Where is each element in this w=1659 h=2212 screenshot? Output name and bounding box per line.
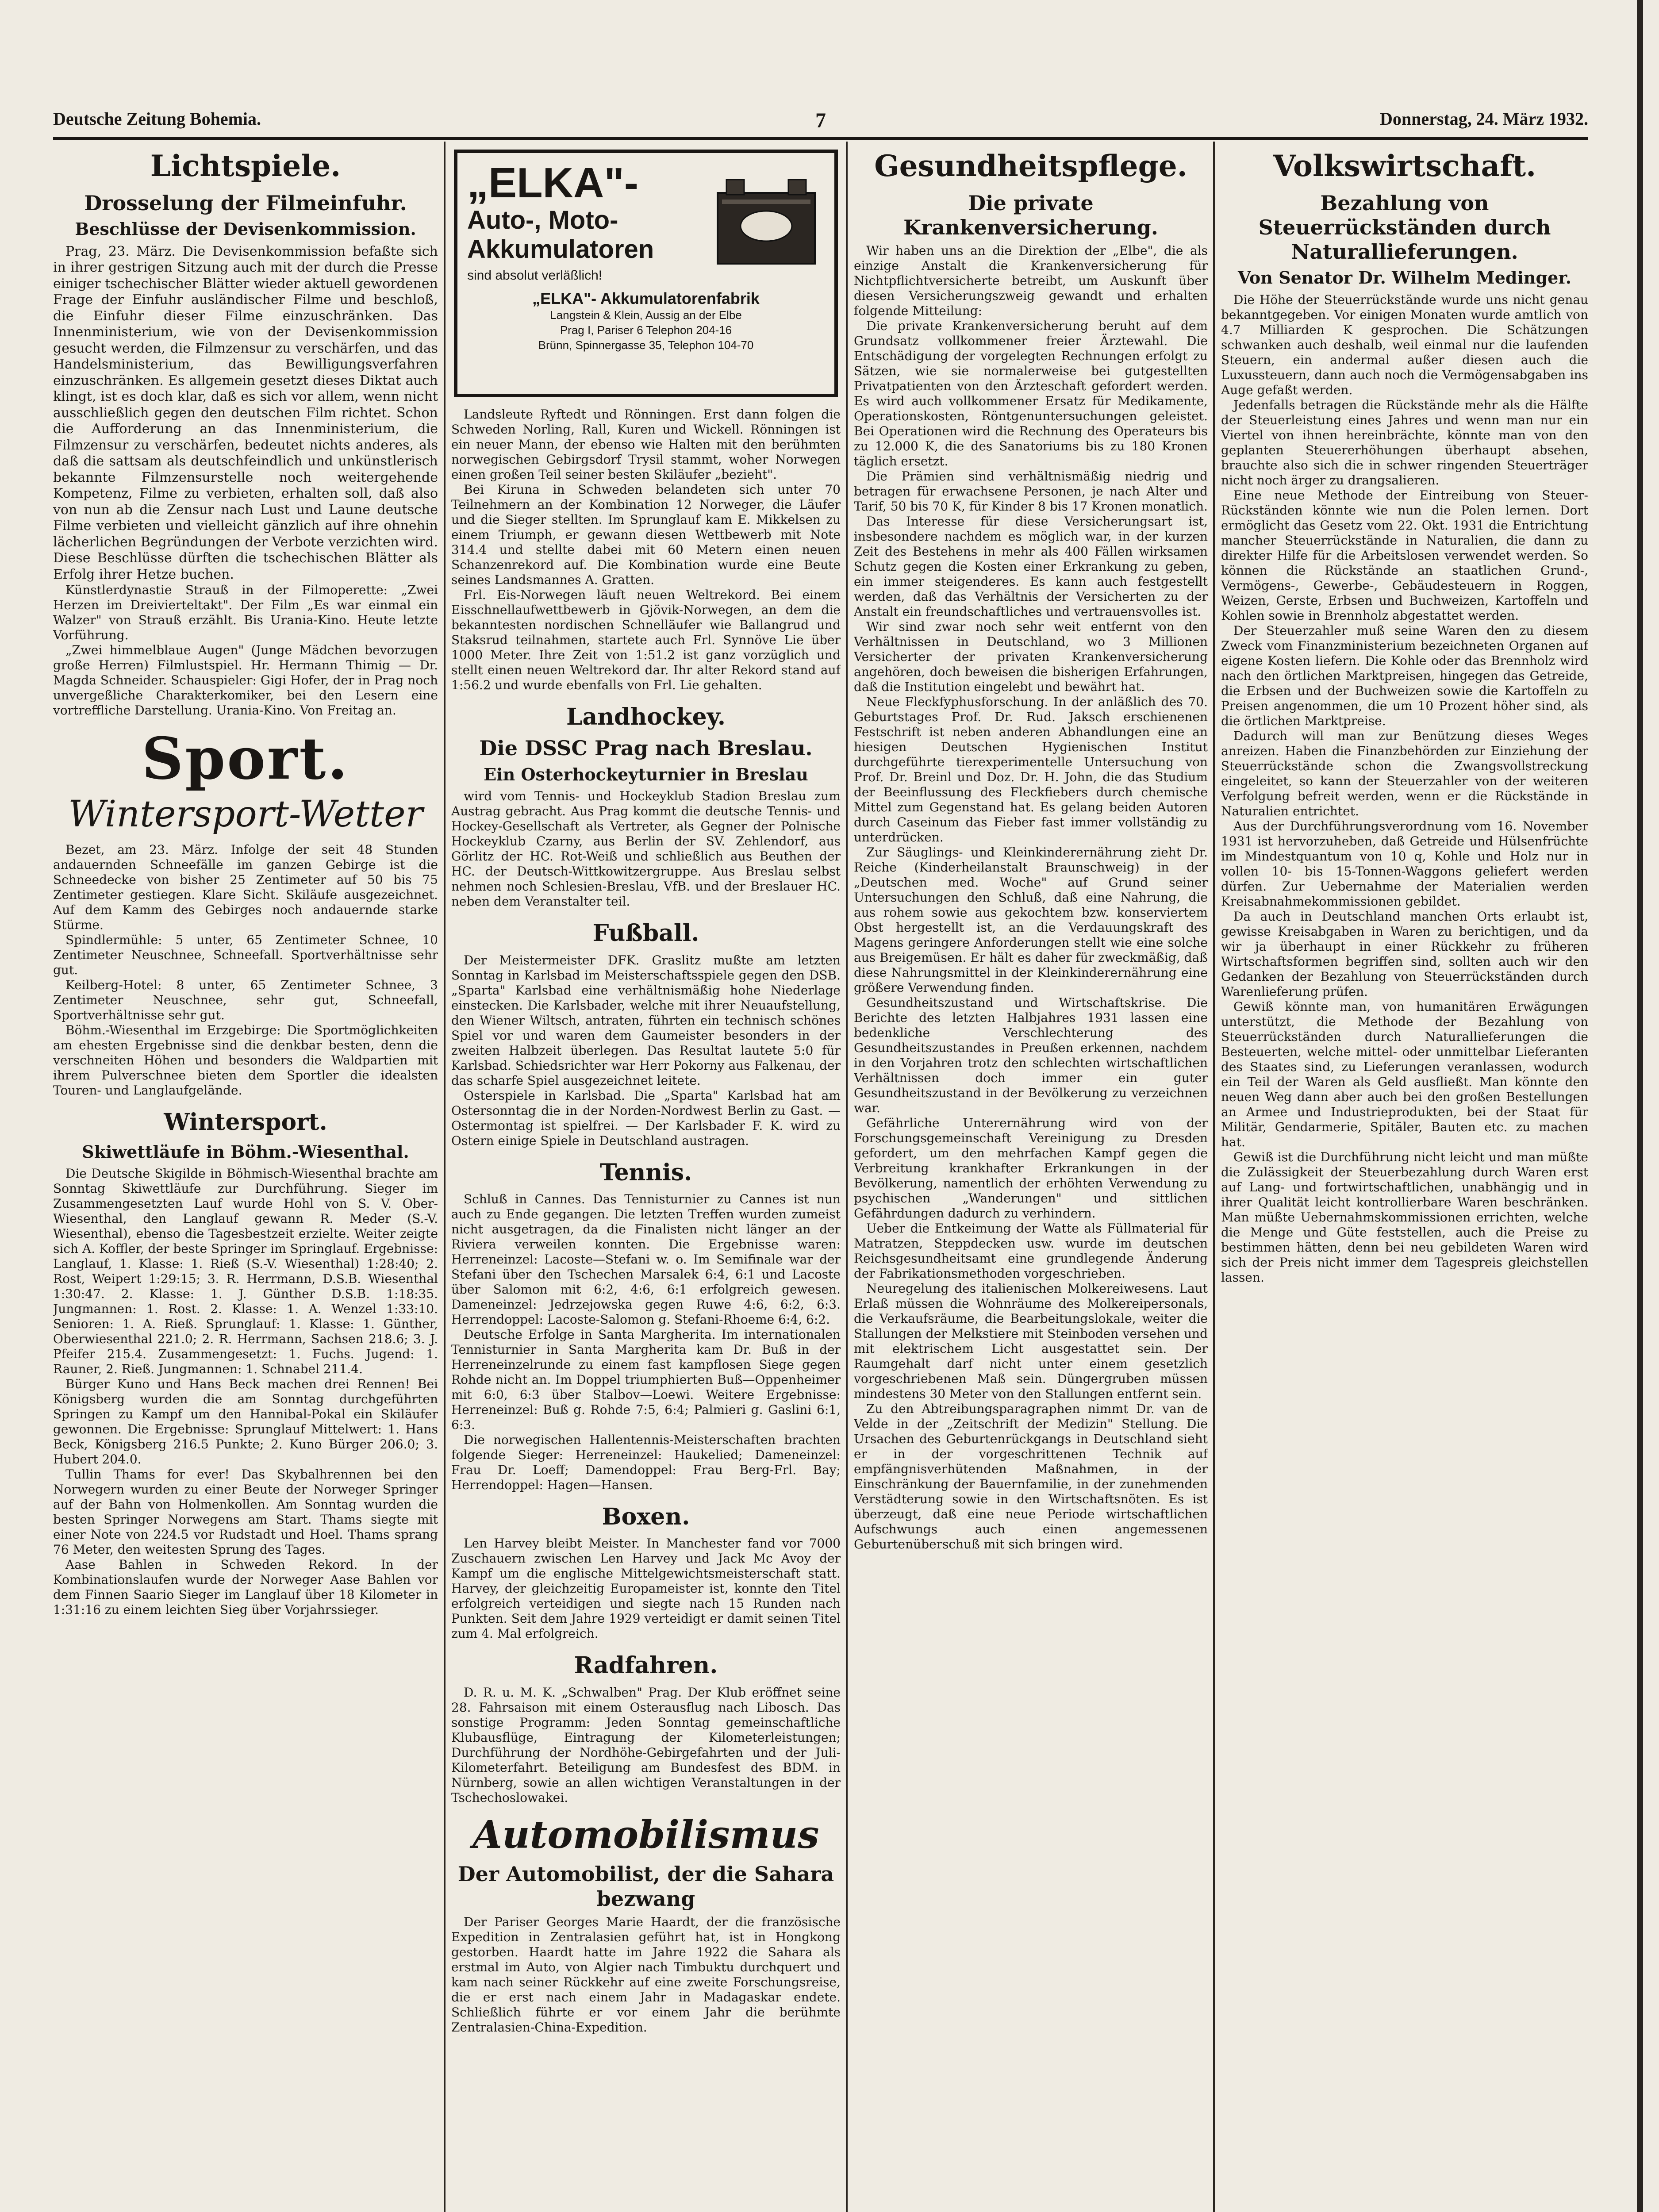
news-note-thams: Tullin Thams for ever! Das Skybalhrennen bei den Norwegern wurden zu einer Beute der Norweger Springer auf der Bahn von Holmenkollen. Am Sonntag wurden die besten Springer Norwegens am Start. Thams siegte mit einer Note von 224.5 vor Rudstadt und Hoel. Thams sprang 76 Meter, den weitesten Sprung des Tages. bbox=[53, 1467, 438, 1557]
column-1 bbox=[53, 146, 438, 2212]
article-body-vw-2: Jedenfalls betragen die Rückstände mehr als die Hälfte der Steuerleistung eines Jahres und wenn man nur ein Viertel von ihnen hereinbrächte, könnte man von den geplanten Steuererhöhungen überhaupt absehen, brauchte also sich die in schwer ringenden Steuerträger nicht noch ärger zu drangsalieren. bbox=[1221, 398, 1588, 488]
news-note-osterspiele: Osterspiele in Karlsbad. Die „Sparta" Karlsbad hat am Ostersonntag die in der Norden-Nordwest Berlin zu Gast. — Ostermontag ist spielfrei. — Der Karlsbader F. K. wird zu Ostern einige Spiele in Deutschland austragen. bbox=[451, 1088, 841, 1148]
article-body-landhockey: wird vom Tennis- und Hockeyklub Stadion Breslau zum Austrag gebracht. Aus Prag kommt die deutsche Tennis- und Hockey-Gesellschaft als Vertreter, als Gegner der Polnische Hockeyklub Czarny, aus Berlin der SV. Zehlendorf, aus Görlitz der HC. Rot-Weiß und schließlich aus Beuthen der HC. der Deutsch-Wittkowitzergruppe. Aus Breslau selbst nehmen noch Schlesien-Breslau, VfB. und der Breslauer HC. neben dem Veranstalter teil. bbox=[451, 789, 841, 909]
article-body-kv-5: Wir sind zwar noch sehr weit entfernt von den Verhältnissen in Deutschland, wo 3 Millionen Versicherter der privaten Krankenversicherung angehören, doch beweisen die bisherigen Erfahrungen, daß die Institution eingelebt und bewährt hat. bbox=[854, 619, 1208, 695]
news-note-norwegen-tennis: Die norwegischen Hallentennis-Meisterschaften brachten folgende Sieger: Herreneinzel: Haukelied; Dameneinzel: Frau Dr. Loeff; Damendoppel: Frau Berg-Frl. Bay; Herrendoppel: Hagen—Hansen. bbox=[451, 1432, 841, 1492]
news-note-augen: „Zwei himmelblaue Augen" (Junge Mädchen bevorzugen große Herren) Filmlustspiel. Hr. Hermann Thimig — Dr. Magda Schneider. Schauspieler: Gigi Hofer, der in Prag noch unvergeßliche Charakterkomiker, bei den Lesern eine vortreffliche Darstellung. Urania-Kino. Von Freitag an. bbox=[53, 643, 438, 718]
section-title-tennis: Tennis. bbox=[599, 1159, 692, 1186]
battery-illustration-icon bbox=[713, 175, 819, 268]
news-note-kiruna: Bei Kiruna in Schweden belandeten sich unter 70 Teilnehmern an der Kombination 12 Norweger, die Läufer und die Sieger stellten. Im Sprunglauf kam E. Mikkelsen zu einem Triumph, er gewann diesen Wettbewerb mit Note 314.4 und stellte dabei mit 60 Metern einen neuen Schanzenrekord auf. Die Kombination wurde eine Beute seines Landsmannes A. Gratten. bbox=[451, 482, 841, 587]
news-note-unterernaehrung: Gefährliche Unterernährung wird von der Forschungsgemeinschaft Vereinigung zu Dresden gefordert, um den mehrfachen Kampf gegen die Verbreitung krankhafter Erkrankungen in der Bevölkerung, namentlich der erhöhten Verwendung zu psychischen „Wanderungen" und sittlichen Gefährdungen dadurch zu verhindern. bbox=[854, 1116, 1208, 1221]
article-subtitle-osterhockey: Ein Osterhockeyturnier in Breslau bbox=[484, 764, 808, 784]
section-title-sport: Sport. bbox=[142, 725, 349, 793]
article-body-vw-4: Der Steuerzahler muß seine Waren den zu diesem Zweck vom Finanzministerium bezeichneten Organen auf eigene Kosten liefern. Die Kohle oder das Brennholz wird nach den örtlichen Marktpreisen, hingegen das Getreide, die Erbsen und der Buchweizen sowie die Kartoffeln zu Preisen angenommen, die um 10 Prozent höher sind, als die örtlichen Marktpreise. bbox=[1221, 623, 1588, 729]
article-title-skiwettlaeufe: Skiwettläufe in Böhm.-Wiesenthal. bbox=[82, 1141, 409, 1162]
column-4 bbox=[1221, 146, 1588, 2212]
weather-wiesenthal: Böhm.-Wiesenthal im Erzgebirge: Die Sportmöglichkeiten am ehesten Ergebnisse sind die denkbar besten, denn die verschneiten Höhen und besonders die Waldpartien mit ihrem Pulverschnee bieten dem Sportler die idealsten Touren- und Langlaufgelände. bbox=[53, 1023, 438, 1098]
section-title-automobilismus: Automobilismus bbox=[472, 1812, 819, 1857]
column-2 bbox=[451, 146, 841, 2212]
article-title-filmeinfuhr: Drosselung der Filmeinfuhr. bbox=[84, 191, 407, 215]
article-title-steuerrueckstaende: Bezahlung von Steuerrückständen durch Naturallieferungen. bbox=[1258, 191, 1551, 264]
article-title-wintersport-wetter: Wintersport-Wetter bbox=[68, 793, 423, 836]
section-title-fussball: Fußball. bbox=[592, 920, 699, 947]
news-note-watte: Ueber die Entkeimung der Watte als Füllmaterial für Matratzen, Steppdecken usw. wurde im deutschen Reichsgesundheitsamt eine grundlegende Änderung der Fabrikationsmethoden vorgeschrieben. bbox=[854, 1221, 1208, 1281]
ad-brand: „ELKA"- bbox=[467, 159, 638, 207]
article-author: Von Senator Dr. Wilhelm Medinger. bbox=[1237, 268, 1572, 288]
section-title-lichtspiele: Lichtspiele. bbox=[150, 149, 341, 183]
scan-edge-mark bbox=[1637, 0, 1643, 2212]
header-rule bbox=[53, 137, 1588, 140]
page-header bbox=[53, 108, 1588, 135]
ad-tagline: sind absolut verläßlich! bbox=[467, 268, 603, 283]
article-body-tennis-cannes: Schluß in Cannes. Das Tennisturnier zu Cannes ist nun auch zu Ende gegangen. Die letzten Treffen wurden zumeist nicht ausgetragen, da die Finalisten nicht länger an der Riviera verweilen konnten. Die Ergebnisse waren: Herreneinzel: Lacoste—Stefani w. o. Im Semifinale war der Stefani über den Tschechen Marsalek 6:4, 6:1 und Lacoste über Salomon mit 6:2, 4:6, 6:1 erfolgreich gewesen. Dameneinzel: Jedrzejowska gegen Ruwe 4:6, 6:2, 6:3. Herrendoppel: Lacoste-Salomon g. Stefani-Rhoeme 6:4, 6:2. bbox=[451, 1191, 841, 1327]
article-body-radfahren: D. R. u. M. K. „Schwalben" Prag. Der Klub eröffnet seine 28. Fahrsaison mit einem Osterausflug nach Libosch. Das sonstige Programm: Jeden Sonntag gemeinschaftliche Klubausflüge, Eintragung der Kilometerleistungen; Durchführung der Nordhöhe-Gebirgefahrten und der Juli-Kilometerfahrt. Beteiligung am Bundesfest des BDM. in Nürnberg, sowie an allen wichtigen Veranstaltungen in der Tschechoslowakei. bbox=[451, 1685, 841, 1805]
column-rule-2 bbox=[846, 142, 848, 2212]
article-body-vw-7: Da auch in Deutschland manchen Orts erlaubt ist, gewisse Kreisabgaben in Waren zu berichtigen, und da wir ja überhaupt in einer Rückkehr zu früheren Wirtschaftsformen begriffen sind, sollten auch wir den Gedanken der Bezahlung von Steuerrückständen durch Warenlieferung prüfen. bbox=[1221, 909, 1588, 999]
article-body-vw-3: Eine neue Methode der Eintreibung von Steuer-Rückständen könnte wie nun die Polen lernen. Dort ermöglicht das Gesetz vom 22. Okt. 1931 die Entrichtung mancher Steuerrückstände in Naturalien, die dann zu direkter Hilfe für die Arbeitslosen verwendet werden. So können die Rückstände an staatlichen Grund-, Vermögens-, Gewerbe-, Gebäudesteuern in Roggen, Weizen, Gerste, Erbsen und Buchweizen, Kartoffeln und Kohlen sowie in Brennholz abgestattet werden. bbox=[1221, 488, 1588, 623]
ad-firm-name: „ELKA"- Akkumulatorenfabrik bbox=[532, 289, 760, 308]
news-note-santa-margherita: Deutsche Erfolge in Santa Margherita. Im internationalen Tennisturnier in Santa Margherita kam Dr. Buß in der Herreneinzelrunde zu einem fast kampflosen Siege gegen Rohde nicht an. Im Doppel triumphierten Buß—Oppenheimer mit 6:0, 6:3 über Stalbov—Loewi. Weitere Ergebnisse: Herreneinzel: Buß g. Rohde 7:5, 6:4; Palmieri g. Gaslini 6:1, 6:3. bbox=[451, 1327, 841, 1432]
ad-owners: Langstein & Klein, Aussig an der Elbe bbox=[550, 308, 742, 322]
news-note-strauss: Künstlerdynastie Strauß in der Filmoperette: „Zwei Herzen im Dreivierteltakt". Der Film „Es war einmal ein Walzer" von Strauß erzählt. Bis Urania-Kino. Heute letzte Vorführung. bbox=[53, 583, 438, 643]
article-body-filmeinfuhr: Prag, 23. März. Die Devisenkommission befaßte sich in ihrer gestrigen Sitzung auch mit der durch die Presse einiger tschechischer Blätter wieder aktuell gewordenen Frage der Einfuhr ausländischer Filme und beschloß, die Einfuhr dieser Filme einzuschränken. Das Innenministerium, wie von der Devisenkommission gesucht werden, die Filmzensur zu verschärfen, und das Handelsministerium, das Bewilligungsverfahren einzuschränken. Es allgemein gesetzt dieses Diktat auch klingt, ist es doch klar, daß es sich vor allem, wenn nicht ausschließlich gegen den deutschen Film richtet. Schon die Aufforderung an das Innenministerium, die Filmzensur zu verschärfen, bedeutet nichts anderes, als daß die sattsam als deutschfeindlich und unkünstlerisch bekannte Filmzensurstelle noch weitergehende Kompetenz, Filme zu verbieten, erhalten soll, daß also von nun ab die Zensur nach Lust und Laune deutsche Filme verbieten und vielleicht gänzlich auf ihre ohnehin lächerlichen Begründungen der Verbote verzichten wird. Diese Beschlüsse dürften die tschechischen Blätter als Erfolg ihrer Hetze buchen. bbox=[53, 243, 438, 582]
news-note-weltrekord: Frl. Eis-Norwegen läuft neuen Weltrekord. Bei einem Eisschnellaufwettbewerb in Gjövik-Norwegen, an dem die bekanntesten nordischen Schnelläufer wie Ballangrud und Staksrud teilnahmen, startete auch Frl. Synnöve Lie über 1000 Meter. Ihre Zeit von 1:51.2 ist ganz vorzüglich und stellt einen neuen Weltrekord dar. Ihr alter Rekord stand auf 1:56.2 und wurde ebenfalls von Frl. Lie gehalten. bbox=[451, 588, 841, 692]
article-subtitle-devisen: Beschlüsse der Devisenkommission. bbox=[75, 219, 416, 239]
section-title-gesundheitspflege: Gesundheitspflege. bbox=[874, 149, 1187, 183]
article-title-dssc: Die DSSC Prag nach Breslau. bbox=[479, 736, 813, 760]
news-note-bahlen: Aase Bahlen in Schweden Rekord. In der Kombinationslaufen wurde der Norweger Aase Bahlen vor dem Finnen Saario Sieger im Langlauf über 18 Kilometer in 1:31:16 zu einem leichten Sieg über Vorjahrssieger. bbox=[53, 1557, 438, 1617]
article-body-kv-1: Wir haben uns an die Direktion der „Elbe", die als einzige Anstalt die Krankenversicherung für Nichtpflichtversicherte betreibt, um Auskunft über diesen Versicherungszweig gewandt und erhalten folgende Mitteilung: bbox=[854, 243, 1208, 319]
article-body-vw-6: Aus der Durchführungsverordnung vom 16. November 1931 ist hervorzuheben, daß Getreide und Hülsenfrüchte im Mindestquantum von 10 q, Kohle und Holz nur in vollen 10- bis 15-Tonnen-Waggons geliefert werden dürfen. Zur Uebernahme der Materialien werden Kreisabnahmekommissionen gebildet. bbox=[1221, 819, 1588, 909]
weather-keilberg: Keilberg-Hotel: 8 unter, 65 Zentimeter Schnee, 3 Zentimeter Neuschnee, sehr gut, Schneefall, Sportverhältnisse sehr gut. bbox=[53, 978, 438, 1023]
news-note-fleckfieber: Neue Fleckfyphusforschung. In der anläßlich des 70. Geburtstages Prof. Dr. Rud. Jaksch erschienenen Festschrift ist neben anderen Abhandlungen eine an hiesigen Deutschen Hygienischen Institut durchgeführte tierexperimentelle Untersuchung von Prof. Dr. Breinl und Doz. Dr. H. John, die das Studium der Beeinflussung des Fleckfiebers durch chemische Mittel zum Gegenstand hat. Es gelang beiden Autoren durch Caseinum das Fieber fast immer vollständig zu unterdrücken. bbox=[854, 695, 1208, 845]
section-title-landhockey: Landhockey. bbox=[566, 703, 726, 730]
article-body-ski-landsleute: Landsleute Ryftedt und Rönningen. Erst dann folgen die Schweden Norling, Rall, Kuren und Wickell. Rönningen ist ein neuer Mann, der ebenso wie Halten mit den berühmten norwegischen Gebirgsdorf Trysil stammt, woher Norwegen einen großen Teil seiner besten Skiläufer „bezieht". bbox=[451, 407, 841, 482]
article-body-kv-3: Die Prämien sind verhältnismäßig niedrig und betragen für erwachsene Personen, je nach Alter und Tarif, 50 bis 70 K, für Kinder 8 bis 17 Kronen monatlich. bbox=[854, 469, 1208, 514]
page-number: 7 bbox=[815, 109, 826, 132]
weather-report-body: Bezet, am 23. März. Infolge der seit 48 Stunden andauernden Schneefälle im ganzen Gebirge ist die Schneedecke von bisher 25 Zentimeter auf 50 bis 75 Zentimeter gestiegen. Klare Sicht. Skiläufe ausgezeichnet. Auf dem Kamm des Gebirges noch andauernde starke Stürme. bbox=[53, 842, 438, 933]
advertisement-elka bbox=[454, 150, 838, 397]
section-title-radfahren: Radfahren. bbox=[574, 1652, 718, 1679]
news-note-saeugling: Zur Säuglings- und Kleinkinderernährung zieht Dr. Reiche (Kinderheilanstalt Braunschweig) in der „Deutschen med. Woche" auf Grund seiner Untersuchungen den Schluß, daß eine Nahrung, die aus rohem sowie aus gekochtem bzw. konserviertem Obst hergestellt ist, an die Verdauungskraft des Magens geringere Anforderungen stellt wie eine solche aus Breigemüsen. Er hält es daher für zweckmäßig, daß diese Nahrungsmittel in der Kleinkinderernährung eine größere Verwendung finden. bbox=[854, 845, 1208, 995]
weather-spindlermuehle: Spindlermühle: 5 unter, 65 Zentimeter Schnee, 10 Zentimeter Neuschnee, Schneefall. Sportverhältnisse sehr gut. bbox=[53, 933, 438, 978]
column-rule-3 bbox=[1213, 142, 1215, 2212]
news-note-geburtenrueckgang: Zu den Abtreibungsparagraphen nimmt Dr. van de Velde in der „Zeitschrift der Medizin" Stellung. Die Ursachen des Geburtenrückgangs in Deutschland sieht er in der vorgeschrittenen Technik auf empfängnisverhütenden Maßnahmen, in der Einschränkung der Bauernfamilie, in der zunehmenden Verstädterung sowie in den Wirtschaftsnöten. Es ist überzeugt, daß eine neue Periode wirtschaftlichen Aufschwungs auch einen angemessenen Geburtenüberschuß mit sich bringen wird. bbox=[854, 1402, 1208, 1552]
article-body-vw-8: Gewiß könnte man, von humanitären Erwägungen unterstützt, die Methode der Bezahlung von Steuerrückständen durch Naturallieferungen die Besteuerten, welche mittel- oder unmittelbar Lieferanten des Staates sind, zu Lieferungen veranlassen, wodurch ein Teil der Waren als Geld ausfließt. Man könnte den neuen Weg dann aber auch bei den großen Bestellungen an Armee und Industrieprodukten, bei der Staat für Militär, Gendarmerie, Spitäler, Bauten etc. zu machen hat. bbox=[1221, 999, 1588, 1150]
article-title-sahara: Der Automobilist, der die Sahara bezwang bbox=[457, 1862, 834, 1911]
article-body-vw-5: Dadurch will man zur Benützung dieses Weges anreizen. Haben die Finanzbehörden zur Einziehung der Steuerrückstände schon die Zwangsvollstreckung eingeleitet, so kann der Steuerzahler von der weiteren Verfolgung befreit werden, wenn er die Rückstände in Naturalien entrichtet. bbox=[1221, 729, 1588, 819]
section-title-volkswirtschaft: Volkswirtschaft. bbox=[1273, 149, 1536, 183]
newspaper-name: Deutsche Zeitung Bohemia. bbox=[53, 109, 261, 129]
article-title-krankenversicherung: Die private Krankenversicherung. bbox=[903, 191, 1158, 240]
article-body-fussball: Der Meistermeister DFK. Graslitz mußte am letzten Sonntag in Karlsbad im Meisterschaftsspiele gegen den DSB. „Sparta" Karlsbad eine verhältnismäßig hohe Niederlage einstecken. Die Karlsbader, welche mit ihrer Neuaufstellung, den Wiener Wiltsch, antraten, führten ein technisch schönes Spiel vor und waren dem Gaumeister besonders in der zweiten Halbzeit überlegen. Das Resultat lautete 5:0 für Karlsbad. Schiedsrichter war Herr Pokorny aus Falkenau, der das scharfe Spiel ausgezeichnet leitete. bbox=[451, 952, 841, 1088]
news-note-wirtschaftskrise: Gesundheitszustand und Wirtschaftskrise. Die Berichte des letzten Halbjahres 1931 lassen eine bedenkliche Verschlechterung des Gesundheitszustandes in Preußen erkennen, nachdem in den Vorjahren trotz den schlechten wirtschaftlichen Verhältnissen doch immer ein guter Gesundheitszustand in der Bevölkerung zu verzeichnen war. bbox=[854, 995, 1208, 1116]
news-note-buerger-beck: Bürger Kuno und Hans Beck machen drei Rennen! Bei Königsberg wurden die am Sonntag durchgeführten Springen zu Kampf um den Hannibal-Pokal ein Skiläufer gewonnen. Die Ergebnisse: Sprunglauf Mittelwert: 1. Hans Beck, Königsberg 216.5 Punkte; 2. Kuno Bürger 206.0; 3. Hubert 204.0. bbox=[53, 1377, 438, 1467]
ad-line-1: Auto-, Moto- bbox=[467, 205, 618, 234]
ad-line-2: Akkumulatoren bbox=[467, 235, 654, 264]
article-body-boxen: Len Harvey bleibt Meister. In Manchester fand vor 7000 Zuschauern zwischen Len Harvey und Jack Mc Avoy der Kampf um die englische Mittelgewichtsmeisterschaft statt. Harvey, der gleichzeitig Europameister ist, konnte den Titel erfolgreich verteidigen und siegte nach 15 Runden nach Punkten. Seit dem Jahre 1929 verteidigt er damit seinen Titel zum 4. Mal erfolgreich. bbox=[451, 1536, 841, 1641]
article-body-kv-2: Die private Krankenversicherung beruht auf dem Grundsatz vollkommener freier Ärztewahl. Die Entschädigung der vorgelegten Rechnungen erfolgt zu Sätzen, wie sie normalerweise bei gutgestellten Privatpatienten von den Ärzteschaft gefordert werden. Es wird auch vollkommener Ersatz für Medikamente, Operationskosten, Röntgenuntersuchungen geleistet. Bei Operationen wird die Rechnung des Operateurs bis zu 12.000 K, die des Sanatoriums bis zu 180 Kronen täglich ersetzt. bbox=[854, 319, 1208, 469]
ad-address-bruenn: Brünn, Spinnergasse 35, Telephon 104-70 bbox=[538, 338, 754, 352]
ad-address-prag: Prag I, Pariser 6 Telephon 204-16 bbox=[560, 323, 732, 337]
section-title-boxen: Boxen. bbox=[602, 1503, 690, 1530]
article-body-vw-1: Die Höhe der Steuerrückstände wurde uns nicht genau bekanntgegeben. Vor einigen Monaten wurde amtlich von 4.7 Milliarden K gesprochen. Die Schätzungen schwanken auch deshalb, weil einmal nur die laufenden Steuern, ein andermal außer diesen auch die Luxussteuern, dann auch noch die Vermögensabgaben ins Auge gefaßt werden. bbox=[1221, 292, 1588, 398]
column-rule-1 bbox=[444, 142, 445, 2212]
column-3 bbox=[854, 146, 1208, 2212]
article-body-skiwettlaeufe: Die Deutsche Skigilde in Böhmisch-Wiesenthal brachte am Sonntag Skiwettläufe zur Durchführung. Sieger im Zusammengesetzten Lauf wurde Hohl von S. V. Ober-Wiesenthal, den Langlauf gewann R. Meder (S.-V. Wiesenthal), ebenso die Tagesbestzeit erzielte. Weiter zeigte sich A. Koffler, der beste Springer im Springlauf. Ergebnisse: Langlauf, 1. Klasse: 1. Rieß (S.-V. Wiesenthal) 1:28:40; 2. Rost, Weipert 1:29:15; 3. R. Herrmann, D.S.B. Wiesenthal 1:30:47. 2. Klasse: 1. J. Günther D.S.B. 1:18:35. Jungmannen: 1. Rost. 2. Klasse: 1. A. Wenzel 1:33:10. Senioren: 1. A. Rieß. Sprunglauf: 1. Klasse: 1. Günther, Oberwiesenthal 221.0; 2. R. Herrmann, Sachsen 218.6; 3. J. Pfeifer 215.4. Zusammengesetzt: 1. Fuchs. Jugend: 1. Rauner, 2. Rieß. Jungmannen: 1. Schnabel 211.4. bbox=[53, 1166, 438, 1377]
section-title-wintersport: Wintersport. bbox=[164, 1109, 327, 1136]
article-body-vw-9: Gewiß ist die Durchführung nicht leicht und man müßte die Zulässigkeit der Steuerbezahlung durch Waren erst auf Lang- und fortwirtschaftlichen, unabhängig und in ihrer Qualität leicht kontrollierbare Waren beschränken. Man müßte Uebernahmskommissionen errichten, welche die Menge und Güte feststellen, auch die Preise zu bestimmen hätten, denn bei neu gebildeten Waren wird sich der Preis nicht immer dem Tagespreis gleichstellen lassen. bbox=[1221, 1150, 1588, 1285]
article-body-sahara: Der Pariser Georges Marie Haardt, der die französische Expedition in Zentralasien geführt hat, ist in Hongkong gestorben. Haardt hatte im Jahre 1922 die Sahara als erstmal im Auto, von Algier nach Timbuktu durchquert und kam nach seiner Rückkehr auf eine zweite Forschungsreise, die er erst nach einem Jahr in Madagaskar endete. Schließlich führte er vor einem Jahr die berühmte Zentralasien-China-Expedition. bbox=[451, 1914, 841, 2035]
news-note-molkerei: Neuregelung des italienischen Molkereiwesens. Laut Erlaß müssen die Wohnräume des Molkereipersonals, die Verkaufsräume, die Bearbeitungslokale, weiter die Stallungen der Melkstiere mit Steinboden versehen und mit elektrischem Licht ausgestattet sein. Der Raumgehalt darf nicht unter einem gesetzlich vorgeschriebenen Maß sein. Düngergruben müssen mindestens 30 Meter von den Stallungen entfernt sein. bbox=[854, 1281, 1208, 1402]
article-body-kv-4: Das Interesse für diese Versicherungsart ist, insbesondere nachdem es möglich war, in der kurzen Zeit des Bestehens in mehr als 400 Fällen wirksamen Schutz gegen die Kosten einer Erkrankung zu geben, ein immer steigenderes. Es kann auch festgestellt werden, daß das Verhältnis der Versicherten zu der Anstalt ein freundschaftliches und vertrauensvolles ist. bbox=[854, 514, 1208, 619]
issue-date: Donnerstag, 24. März 1932. bbox=[1379, 109, 1588, 129]
